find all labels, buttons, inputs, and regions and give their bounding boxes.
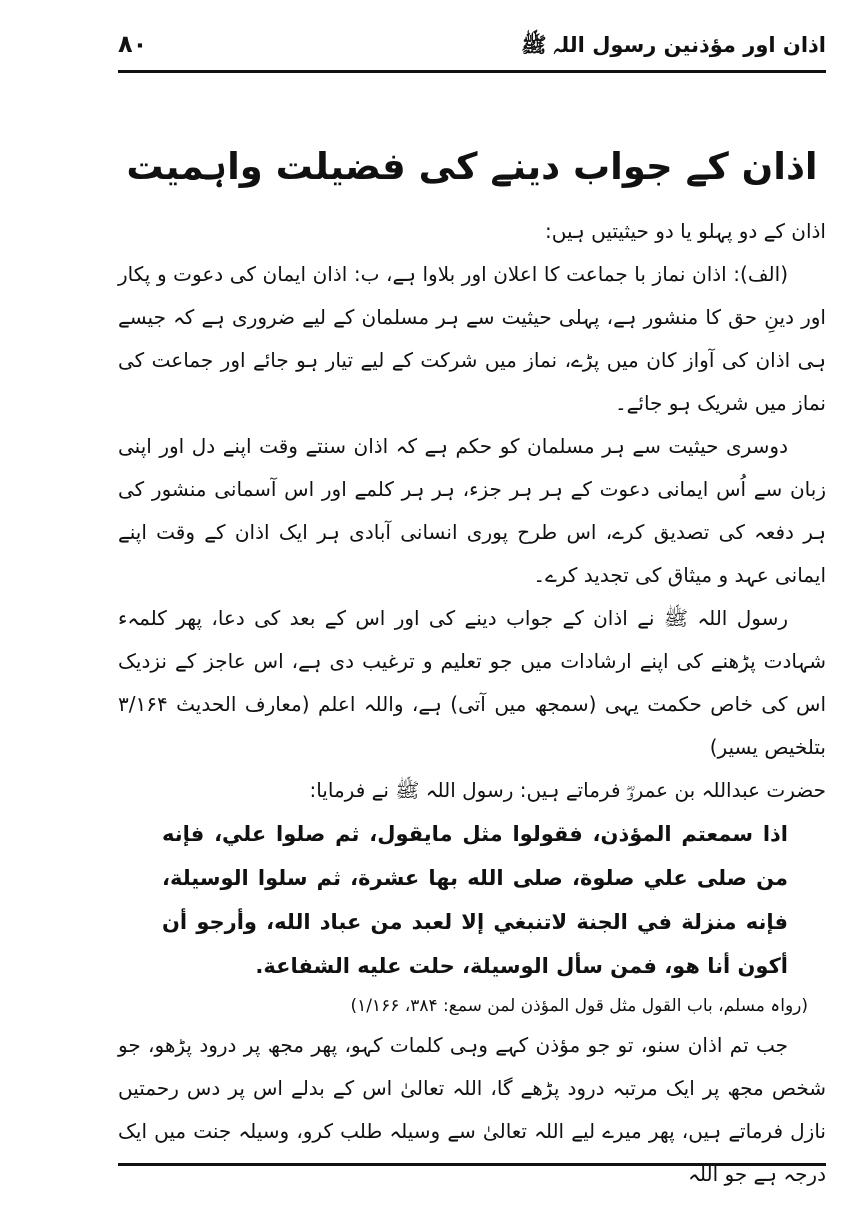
hadith-reference: (رواہ مسلم، باب القول مثل قول المؤذن لمن سمع: ۳۸۴، ۱/۱۶۶) bbox=[350, 996, 808, 1016]
paragraph: دوسری حیثیت سے ہر مسلمان کو حکم ہے کہ اذان سنتے وقت اپنے دل اور اپنی زبان سے اُس ایمانی دعوت کے ہر ہر جزء، ہر ہر کلمے اور اس آسمانی منشور کی ہر دفعہ کی تصدیق کرے، اس طرح پوری انسانی آبادی ہر ایک اذان کے وقت اپنے ایمانی عہد و میثاق کی تجدید کرے۔ bbox=[118, 434, 826, 587]
footer-rule bbox=[118, 1163, 826, 1166]
paragraph: (الف): اذان نماز با جماعت کا اعلان اور بلاوا ہے، ب: اذان ایمان کی دعوت و پکار اور دینِ حق کا منشور ہے، پہلی حیثیت سے ہر مسلمان کے لیے ضروری ہے کہ جیسے ہی اذان کی آواز کان میں پڑے، نماز میں شرکت کے لیے تیار ہو جائے اور جماعت کی نماز میں شریک ہو جائے۔ bbox=[118, 262, 826, 415]
paragraph: رسول اللہ ﷺ نے اذان کے جواب دینے کی اور اس کے بعد کی دعا، پھر کلمہء شہادت پڑھنے کی اپنے ارشادات میں جو تعلیم و ترغیب دی ہے، اس عاجز کے نزدیک اس کی خاص حکمت یہی (سمجھ میں آتی) ہے، واللہ اعلم (معارف الحدیث ۳/۱۶۴ بتلخیص یسیر) bbox=[118, 606, 826, 759]
chapter-heading: اذان کے جواب دینے کی فضیلت واہمیت bbox=[126, 145, 818, 188]
running-header bbox=[118, 30, 826, 66]
hadith-intro: حضرت عبداللہ بن عمروؓ فرماتے ہیں: رسول اللہ ﷺ نے فرمایا: bbox=[309, 778, 826, 802]
arabic-hadith: اذا سمعتم المؤذن، فقولوا مثل مايقول، ثم صلوا علي، فإنه من صلى علي صلوة، صلى الله بها عشرة، ثم سلوا الوسيلة، فإنه منزلة في الجنة لاتنبغي إلا لعبد من عباد الله، وأرجو أن أكون أنا هو، فمن سأل الوسيلة، حلت عليه الشفاعة. bbox=[162, 822, 788, 978]
header-rule bbox=[118, 70, 826, 73]
page-number: ۸۰ bbox=[118, 30, 148, 58]
subheading: اذان کے دو پہلو یا دو حیثیتیں ہیں: bbox=[545, 219, 826, 243]
running-title: اذان اور مؤذنین رسول اللہ ﷺ bbox=[521, 33, 826, 57]
body-text bbox=[118, 210, 826, 1196]
translation: جب تم اذان سنو، تو جو مؤذن کہے وہی کلمات کہو، پھر مجھ پر درود پڑھو، جو شخص مجھ پر ایک مرتبہ درود پڑھے گا، اللہ تعالیٰ اس کے بدلے اس پر دس رحمتیں نازل فرماتے ہیں، پھر میرے لیے اللہ تعالیٰ سے وسیلہ طلب کرو، وسیلہ جنت میں ایک درجہ ہے جو اللہ bbox=[118, 1033, 826, 1186]
